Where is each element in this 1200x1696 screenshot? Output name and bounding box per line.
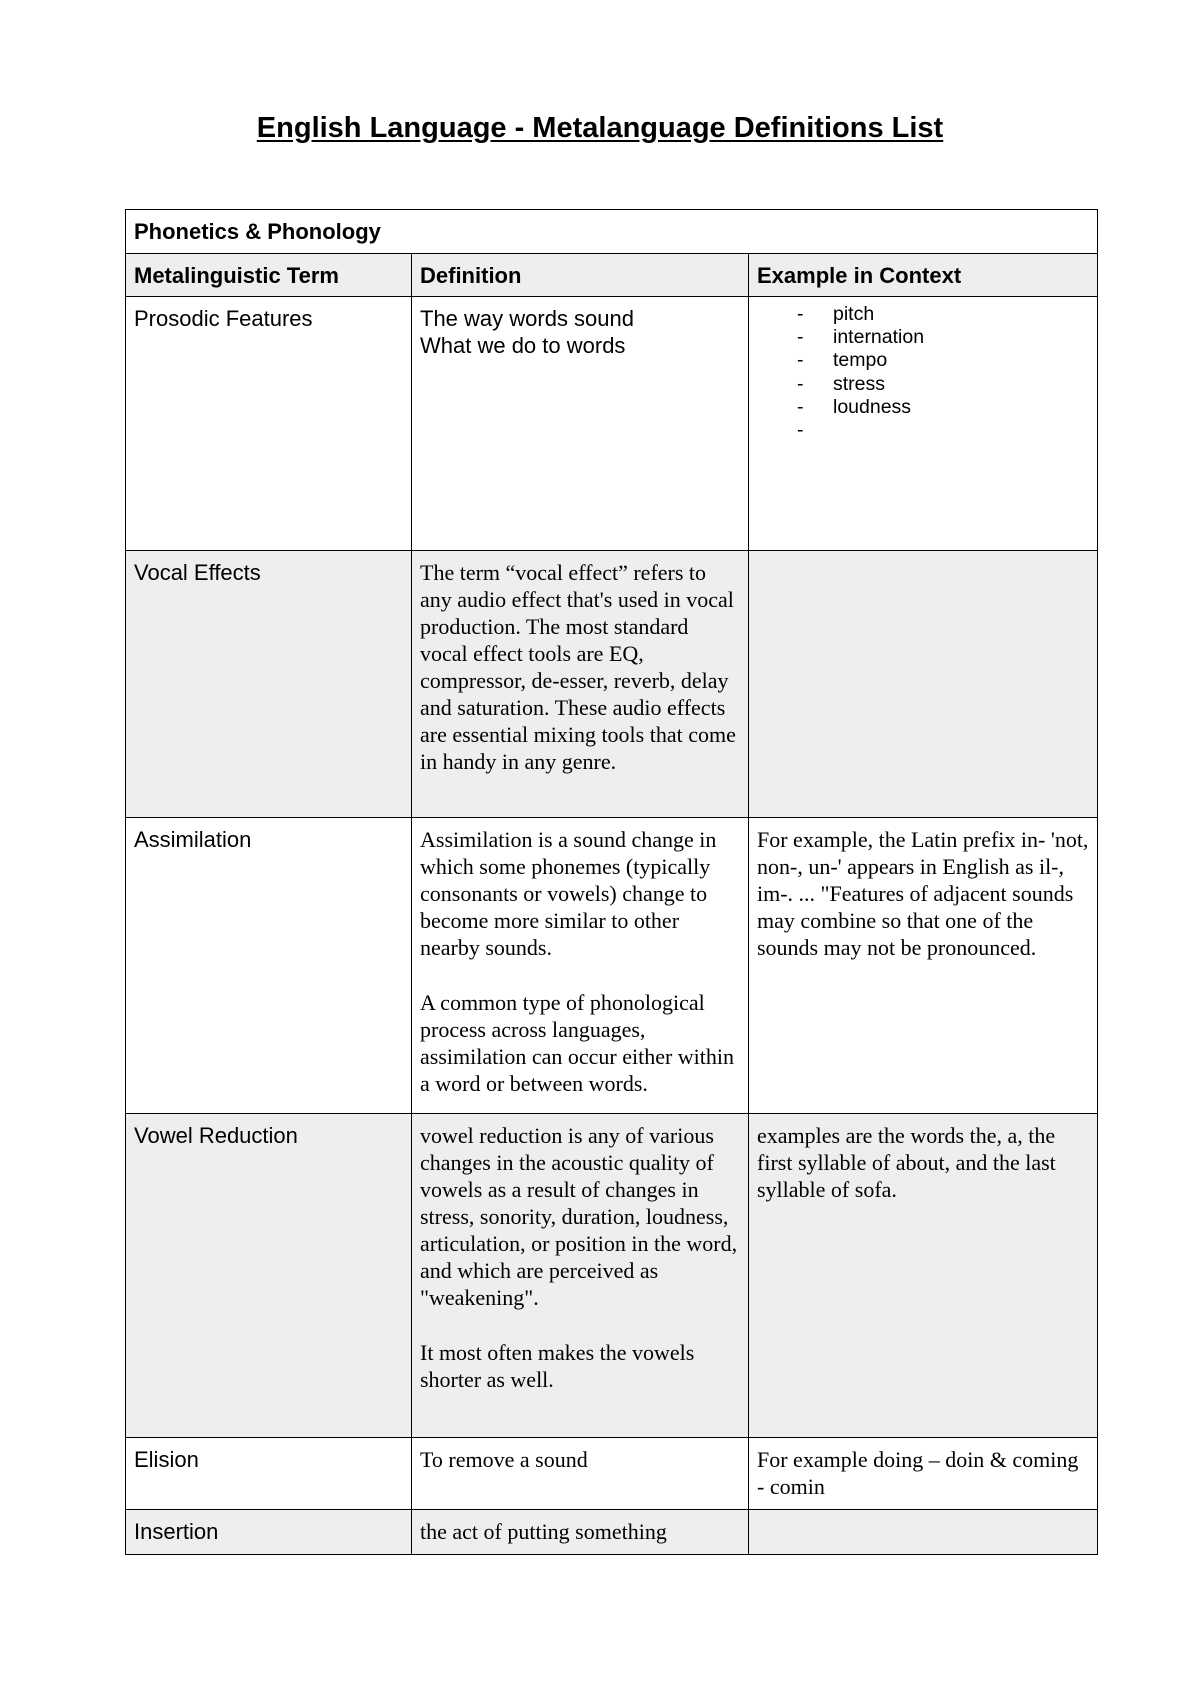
term-cell: Elision xyxy=(126,1438,412,1510)
list-item: - stress xyxy=(797,373,1089,396)
example-cell xyxy=(749,1510,1098,1555)
table-row xyxy=(126,297,1098,551)
header-definition: Definition xyxy=(412,254,749,297)
table-row xyxy=(126,1510,1098,1555)
header-row xyxy=(126,254,1098,297)
term-cell: Vowel Reduction xyxy=(126,1114,412,1438)
list-item: - pitch xyxy=(797,303,1089,326)
example-cell: For example doing – doin & coming - comin xyxy=(749,1438,1098,1510)
definition-cell: the act of putting something xyxy=(412,1510,749,1555)
example-cell xyxy=(749,297,1098,551)
list-item xyxy=(797,419,1089,442)
term-cell: Prosodic Features xyxy=(126,297,412,551)
table-row xyxy=(126,1438,1098,1510)
definition-cell xyxy=(412,1114,749,1438)
header-example: Example in Context xyxy=(749,254,1098,297)
definition-cell: To remove a sound xyxy=(412,1438,749,1510)
term-cell: Assimilation xyxy=(126,818,412,1114)
list-item: - internation xyxy=(797,326,1089,349)
definition-paragraph: vowel reduction is any of various changes in the acoustic quality of vowels as a result of changes in stress, sonority, duration, loudness, articulation, or position in the word, and which are perceived as "weakening". xyxy=(420,1123,738,1310)
list-item: - loudness xyxy=(797,396,1089,419)
definitions-table xyxy=(125,209,1098,1555)
term-cell: Vocal Effects xyxy=(126,551,412,818)
example-cell: examples are the words the, a, the first syllable of about, and the last syllable of sofa. xyxy=(749,1114,1098,1438)
section-heading: Phonetics & Phonology xyxy=(126,210,1098,254)
header-term: Metalinguistic Term xyxy=(126,254,412,297)
example-list xyxy=(757,303,1089,442)
table-row xyxy=(126,551,1098,818)
section-row xyxy=(126,210,1098,254)
example-cell xyxy=(749,551,1098,818)
document-title: English Language - Metalanguage Definitions List xyxy=(256,112,944,144)
definition-cell xyxy=(412,297,749,551)
definition-paragraph: A common type of phonological process across languages, assimilation can occur either within a word or between words. xyxy=(420,990,735,1096)
definition-paragraph: It most often makes the vowels shorter as well. xyxy=(420,1340,695,1392)
definition-cell xyxy=(412,818,749,1114)
term-cell: Insertion xyxy=(126,1510,412,1555)
definition-line: What we do to words xyxy=(420,333,626,358)
list-item: - tempo xyxy=(797,349,1089,372)
definition-paragraph: Assimilation is a sound change in which some phonemes (typically consonants or vowels) change to become more similar to other nearby sounds. xyxy=(420,827,717,960)
definition-line: The way words sound xyxy=(420,306,634,331)
example-cell: For example, the Latin prefix in- 'not, non-, un-' appears in English as il-, im-. ... "Features of adjacent sounds may combine so that one of the sounds may not be pronounced. xyxy=(749,818,1098,1114)
table-row xyxy=(126,818,1098,1114)
definition-cell: The term “vocal effect” refers to any audio effect that's used in vocal production. The most standard vocal effect tools are EQ, compressor, de-esser, reverb, delay and saturation. These audio effects are essential mixing tools that come in handy in any genre. xyxy=(412,551,749,818)
table-row xyxy=(126,1114,1098,1438)
